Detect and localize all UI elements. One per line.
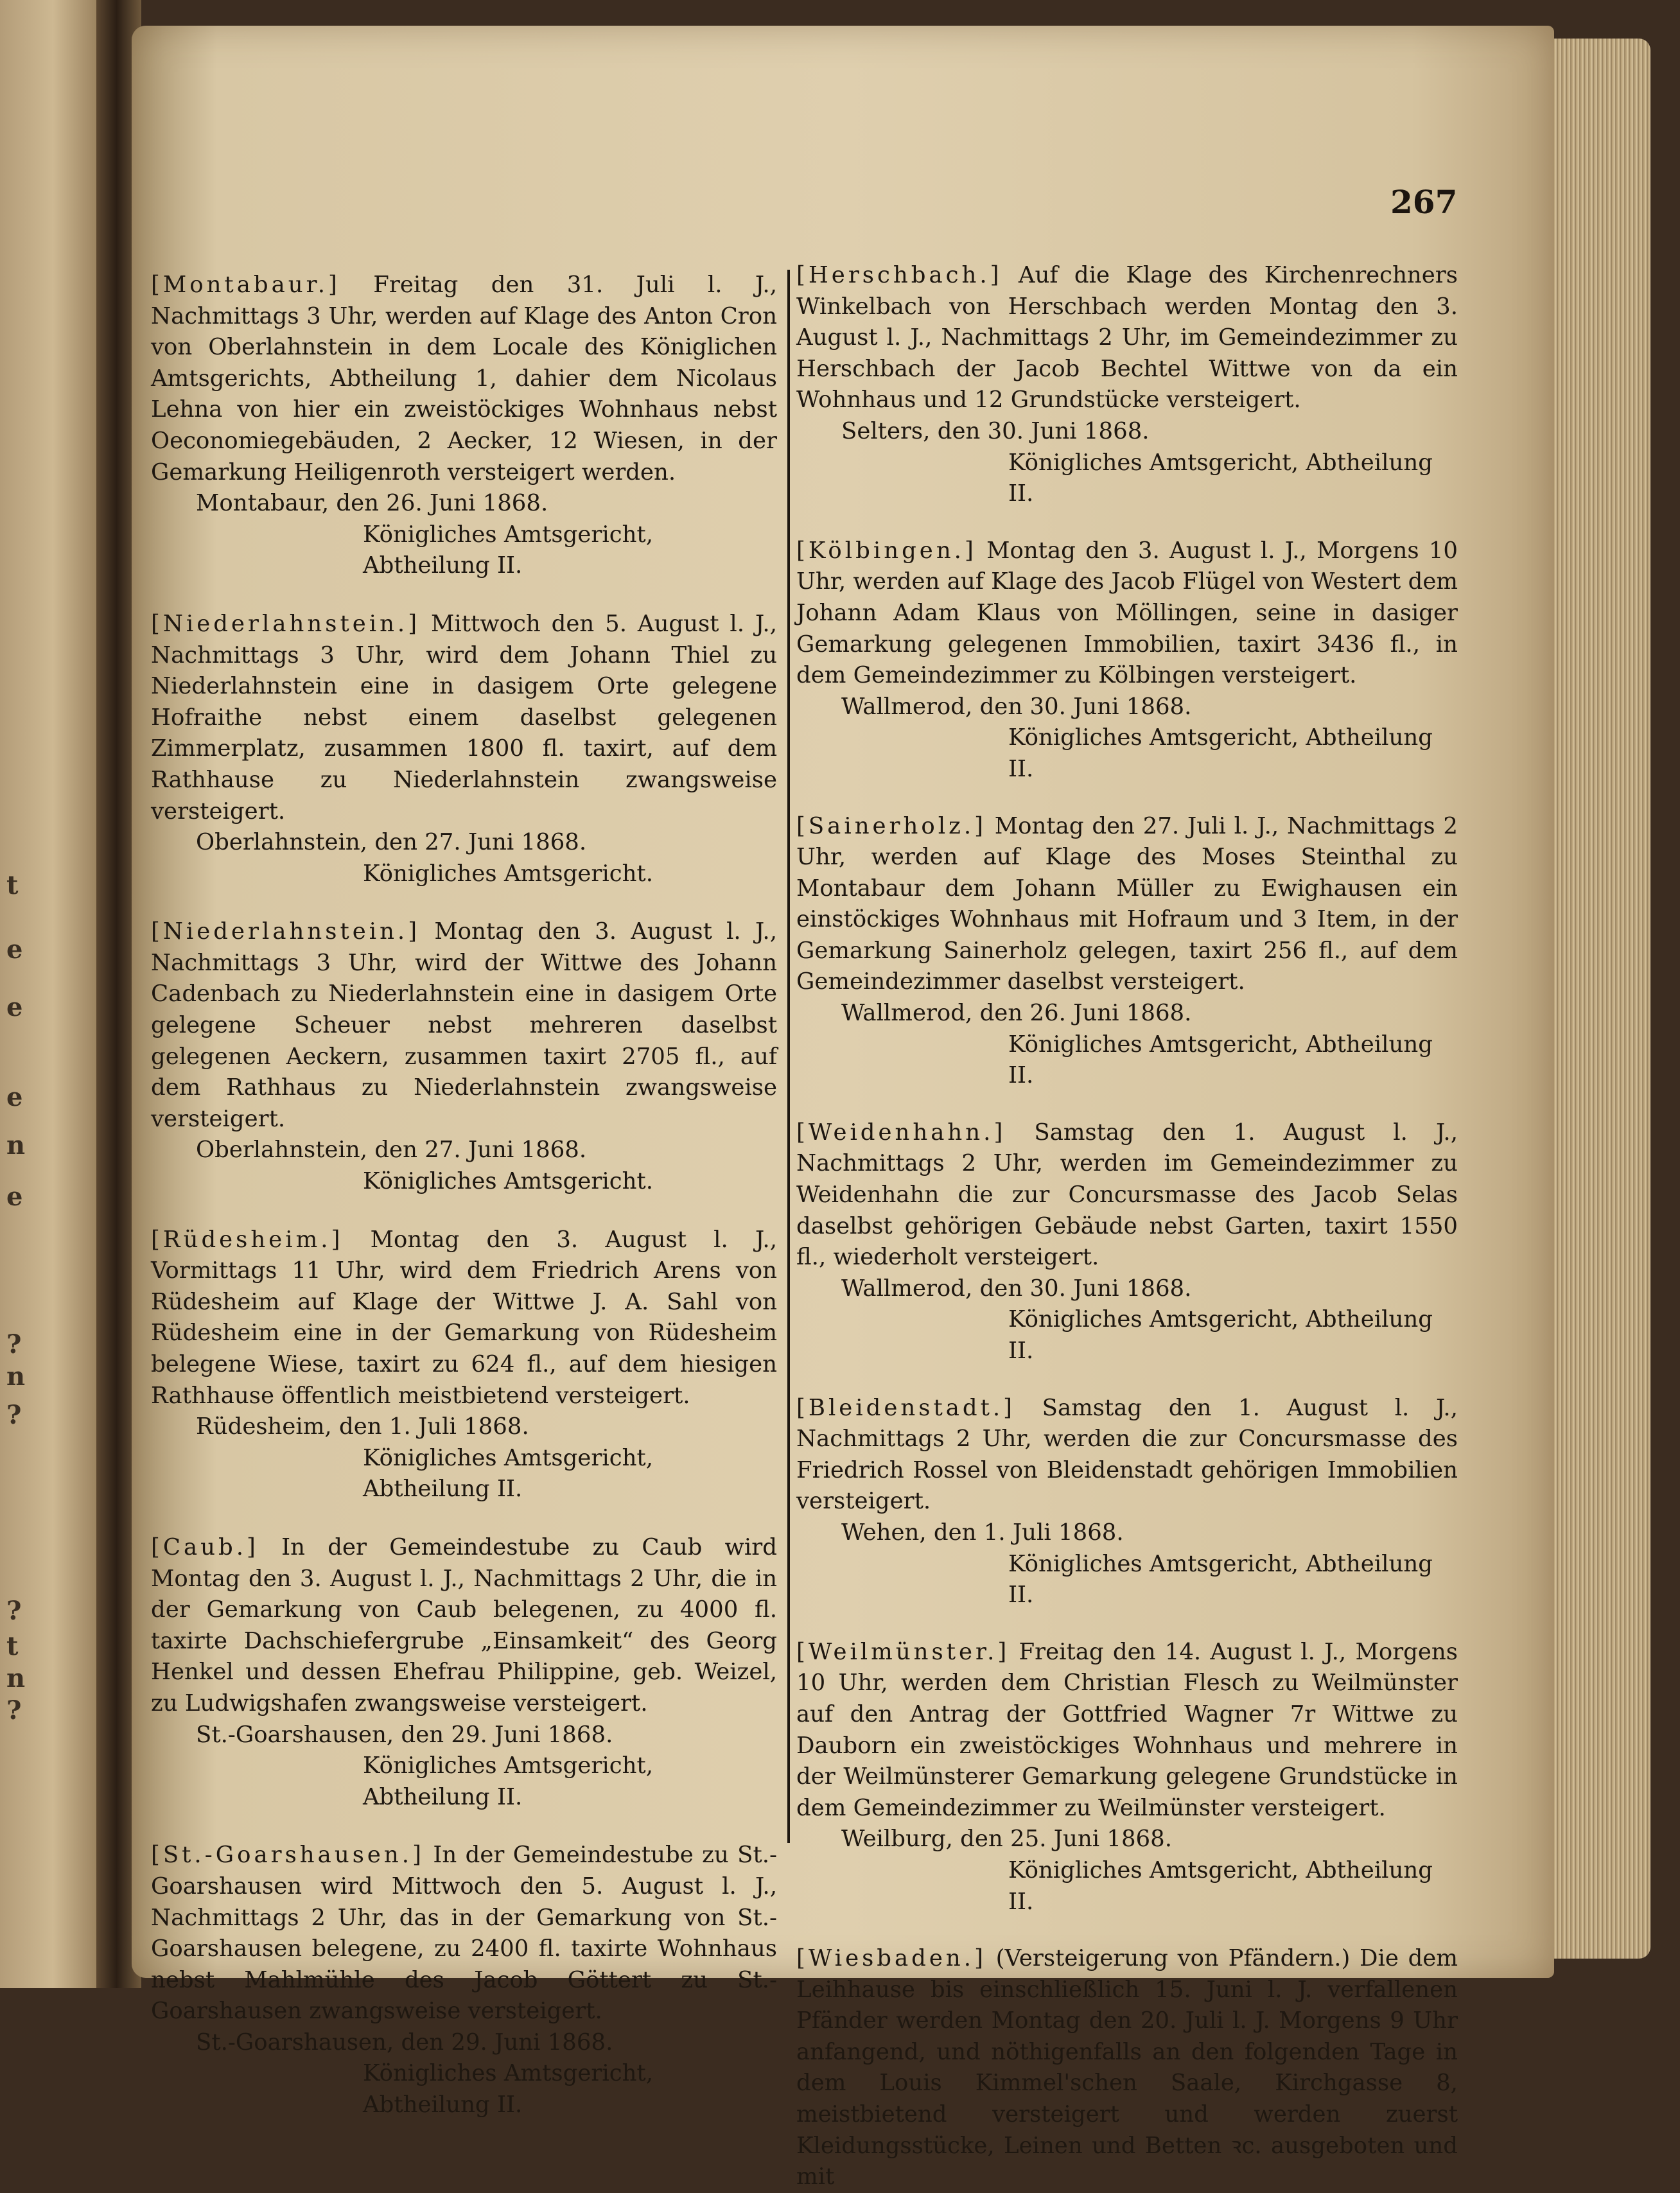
notice-body: Samstag den 1. August l. J., Nachmittags 2 Uhr, werden die zur Concursmasse des Friedrich Rossel von Bleidenstadt gehörigen Immobilien versteigert.	[796, 1394, 1458, 1515]
left-page-fragment: n	[6, 1663, 26, 1693]
notice-body: Montag den 3. August l. J., Nachmittags 3 Uhr, wird der Wittwe des Johann Cadenbach zu Niederlahnstein eine in dasigem Orte gelegene Scheuer nebst mehreren daselbst gelegenen Aeckern, zusammen taxirt 2705 fl., auf dem Rathhaus zu Niederlahnstein zwangsweise versteigert.	[151, 918, 777, 1132]
notice-text	[796, 260, 1458, 416]
left-page-fragment: n	[6, 1361, 26, 1392]
notice-separator	[151, 582, 777, 609]
notice-place: [Montabaur.]	[151, 272, 340, 298]
notice-text	[151, 1225, 777, 1412]
notice-text	[796, 1637, 1458, 1824]
notice-court: Königliches Amtsgericht, Abtheilung II.	[363, 2060, 653, 2119]
notice-place: [Wiesbaden.]	[796, 1945, 986, 1972]
notice-separator	[796, 1367, 1458, 1393]
notice-place: [Caub.]	[151, 1533, 259, 1560]
notice-separator	[796, 785, 1458, 811]
right-column	[796, 260, 1458, 2193]
notice-text	[796, 1117, 1458, 1273]
notice-place: [Weilmünster.]	[796, 1638, 1010, 1665]
notice-date: Selters, den 30. Juni 1868.	[841, 417, 1150, 444]
notice-sainerholz	[796, 811, 1458, 1092]
notice-court: Königliches Amtsgericht, Abtheilung II.	[363, 1444, 653, 1503]
notice-place: [Herschbach.]	[796, 262, 1002, 288]
notice-body: (Versteigerung von Pfändern.) Die dem Leihhause bis einschließlich 15. Juni l. J. verfallenen Pfänder werden Montag den 20. Juli l. J. Morgens 9 Uhr anfangend, und nöthigenfalls an den folgenden Tage in dem Louis Kimmel'schen Saale, Kirchgasse 8, meistbietend versteigert und werden zuerst Kleidungsstücke, Leinen und Betten ꝛc. ausgeboten und mit	[796, 1945, 1458, 2190]
notice-herschbach	[796, 260, 1458, 510]
notice-date: Weilburg, den 25. Juni 1868.	[841, 1826, 1173, 1853]
left-page-fragment: e	[6, 934, 23, 965]
notice-date: Wallmerod, den 30. Juni 1868.	[841, 693, 1192, 720]
notice-place: [Weidenhahn.]	[796, 1119, 1006, 1146]
notice-place: [Rüdesheim.]	[151, 1226, 344, 1253]
notice-separator	[796, 1918, 1458, 1943]
notice-separator	[796, 510, 1458, 536]
notice-text	[796, 1393, 1458, 1517]
notice-place: [Kölbingen.]	[796, 537, 977, 564]
notice-separator	[796, 1611, 1458, 1637]
notice-niederlahnstein-1	[151, 609, 777, 889]
notice-text	[796, 1943, 1458, 2193]
notice-date: Rüdesheim, den 1. Juli 1868.	[196, 1413, 529, 1440]
notice-body: Montag den 27. Juli l. J., Nachmittags 2 Uhr, werden auf Klage des Moses Steinthal zu Montabaur dem Johann Müller zu Ewighausen ein einstöckiges Wohnhaus mit Hofraum und 3 Item, in der Gemarkung Sainerholz gelegen, taxirt 256 fl., auf dem Gemeindezimmer daselbst versteigert.	[796, 812, 1458, 995]
left-page-fragment: e	[6, 1082, 23, 1112]
notice-date: Oberlahnstein, den 27. Juni 1868.	[196, 1137, 587, 1164]
notice-text	[151, 916, 777, 1135]
notice-body: Montag den 3. August l. J., Morgens 10 Uhr, werden auf Klage des Jacob Flügel von Westert dem Johann Adam Klaus von Möllingen, seine in dasiger Gemarkung gelegenen Immobilien, taxirt 3436 fl., in dem Gemeindezimmer zu Kölbingen versteigert.	[796, 537, 1458, 689]
notice-weidenhahn	[796, 1117, 1458, 1367]
notice-date: Montabaur, den 26. Juni 1868.	[196, 490, 548, 517]
left-page-fragment: ?	[6, 1695, 22, 1726]
notice-body: Montag den 3. August l. J., Vormittags 11 Uhr, wird dem Friedrich Arens von Rüdesheim auf Klage der Wittwe J. A. Sahl von Rüdesheim eine in der Gemarkung von Rüdesheim belegene Wiese, taxirt zu 624 fl., auf dem hiesigen Rathhause öffentlich meistbietend versteigert.	[151, 1226, 777, 1409]
left-page-fragment: ?	[6, 1596, 22, 1626]
notice-text	[151, 1532, 777, 1720]
notice-weilmuenster	[796, 1637, 1458, 1918]
notice-date: Oberlahnstein, den 27. Juni 1868.	[196, 829, 587, 856]
left-column	[151, 270, 777, 2121]
notice-place: [Niederlahnstein.]	[151, 918, 421, 945]
notice-text	[151, 609, 777, 827]
notice-wiesbaden	[796, 1943, 1458, 2193]
notice-separator	[151, 889, 777, 916]
notice-court: Königliches Amtsgericht, Abtheilung II.	[1008, 724, 1433, 782]
left-page-fragment: e	[6, 1182, 23, 1212]
notice-court: Königliches Amtsgericht, Abtheilung II.	[1008, 449, 1433, 507]
left-page-fragment: t	[6, 870, 19, 900]
notice-court: Königliches Amtsgericht, Abtheilung II.	[1008, 1857, 1433, 1915]
notice-separator	[151, 1813, 777, 1840]
notice-date: Wallmerod, den 26. Juni 1868.	[841, 1000, 1192, 1027]
notice-date: Wehen, den 1. Juli 1868.	[841, 1519, 1124, 1546]
left-page-fragment: ?	[6, 1329, 22, 1359]
notice-bleidenstadt	[796, 1393, 1458, 1611]
notice-court: Königliches Amtsgericht.	[363, 1168, 653, 1195]
notice-court: Königliches Amtsgericht, Abtheilung II.	[363, 1752, 653, 1810]
notice-date: St.-Goarshausen, den 29. Juni 1868.	[196, 1721, 613, 1748]
notice-court: Königliches Amtsgericht, Abtheilung II.	[1008, 1550, 1433, 1609]
notice-place: [Bleidenstadt.]	[796, 1394, 1016, 1421]
notice-court: Königliches Amtsgericht.	[363, 860, 653, 887]
left-page-fragment: e	[6, 992, 23, 1022]
notice-body: Mittwoch den 5. August l. J., Nachmittags 3 Uhr, wird dem Johann Thiel zu Niederlahnstein eine in dasigem Orte gelegene Hofraithe nebst einem daselbst gelegenen Zimmerplatz, zusammen 1800 fl. taxirt, auf dem Rathhause zu Niederlahnstein zwangsweise versteigert.	[151, 610, 777, 825]
left-page-fragment: t	[6, 1631, 19, 1661]
notice-body: In der Gemeindestube zu Caub wird Montag den 3. August l. J., Nachmittags 2 Uhr, die in der Gemarkung von Caub belegenen, zu 4000 fl. taxirte Dachschiefergrube „Einsamkeit“ des Georg Henkel und dessen Ehefrau Philippine, geb. Weizel, zu Ludwigshafen zwangsweise versteigert.	[151, 1533, 777, 1717]
notice-st-goarshausen	[151, 1840, 777, 2120]
notice-caub	[151, 1532, 777, 1813]
notice-body: In der Gemeindestube zu St.-Goarshausen wird Mittwoch den 5. August l. J., Nachmittags 2 Uhr, das in der Gemarkung von St.-Goarshausen belegene, zu 2400 fl. taxirte Wohnhaus nebst Mahlmühle des Jacob Göttert zu St.-Goarshausen zwangsweise versteigert.	[151, 1842, 777, 2025]
notice-text	[151, 1840, 777, 2027]
notice-niederlahnstein-2	[151, 916, 777, 1197]
left-page-edge	[0, 0, 96, 1988]
notice-ruedesheim	[151, 1225, 777, 1505]
left-page-fragment: n	[6, 1130, 26, 1160]
notice-place: [Niederlahnstein.]	[151, 610, 421, 637]
notice-body: Freitag den 14. August l. J., Morgens 10 Uhr, werden dem Christian Flesch zu Weilmünster auf den Antrag der Gottfried Wagner 7r Wittwe zu Dauborn ein zweistöckiges Wohnhaus und mehrere in der Weilmünsterer Gemarkung gelegene Grundstücke in dem Gemeindezimmer zu Weilmünster versteigert.	[796, 1638, 1458, 1821]
notice-montabaur	[151, 270, 777, 582]
notice-place: [St.-Goarshausen.]	[151, 1842, 424, 1869]
notice-text	[796, 811, 1458, 999]
notice-court: Königliches Amtsgericht, Abtheilung II.	[363, 521, 653, 579]
notice-date: St.-Goarshausen, den 29. Juni 1868.	[196, 2029, 613, 2056]
notice-separator	[151, 1198, 777, 1225]
page-number: 267	[1390, 183, 1458, 221]
notice-date: Wallmerod, den 30. Juni 1868.	[841, 1275, 1192, 1302]
notice-body: Auf die Klage des Kirchenrechners Winkelbach von Herschbach werden Montag den 3. August l. J., Nachmittags 2 Uhr, im Gemeindezimmer zu Herschbach der Jacob Bechtel Wittwe von da ein Wohnhaus und 12 Grundstücke versteigert.	[796, 262, 1458, 414]
page-edges	[1554, 39, 1650, 1959]
notice-text	[151, 270, 777, 488]
left-page-fragment: ?	[6, 1400, 22, 1430]
notice-body: Freitag den 31. Juli l. J., Nachmittags 3 Uhr, werden auf Klage des Anton Cron von Oberlahnstein in dem Locale des Königlichen Amtsgerichts, Abtheilung 1, dahier dem Nicolaus Lehna von hier ein zweistöckiges Wohnhaus nebst Oeconomiegebäuden, 2 Aecker, 12 Wiesen, in der Gemarkung Heiligenroth versteigert werden.	[151, 272, 777, 485]
notice-body: Samstag den 1. August l. J., Nachmittags 2 Uhr, werden im Gemeindezimmer zu Weidenhahn die zur Concursmasse des Jacob Selas daselbst gehörigen Gebäude nebst Garten, taxirt 1550 fl., wiederholt versteigert.	[796, 1119, 1458, 1271]
notice-koelbingen	[796, 536, 1458, 785]
column-divider	[787, 270, 790, 1843]
notice-court: Königliches Amtsgericht, Abtheilung II.	[1008, 1306, 1433, 1364]
notice-separator	[796, 1092, 1458, 1117]
notice-separator	[151, 1505, 777, 1532]
notice-text	[796, 536, 1458, 692]
notice-court: Königliches Amtsgericht, Abtheilung II.	[1008, 1031, 1433, 1089]
notice-place: [Sainerholz.]	[796, 812, 986, 839]
